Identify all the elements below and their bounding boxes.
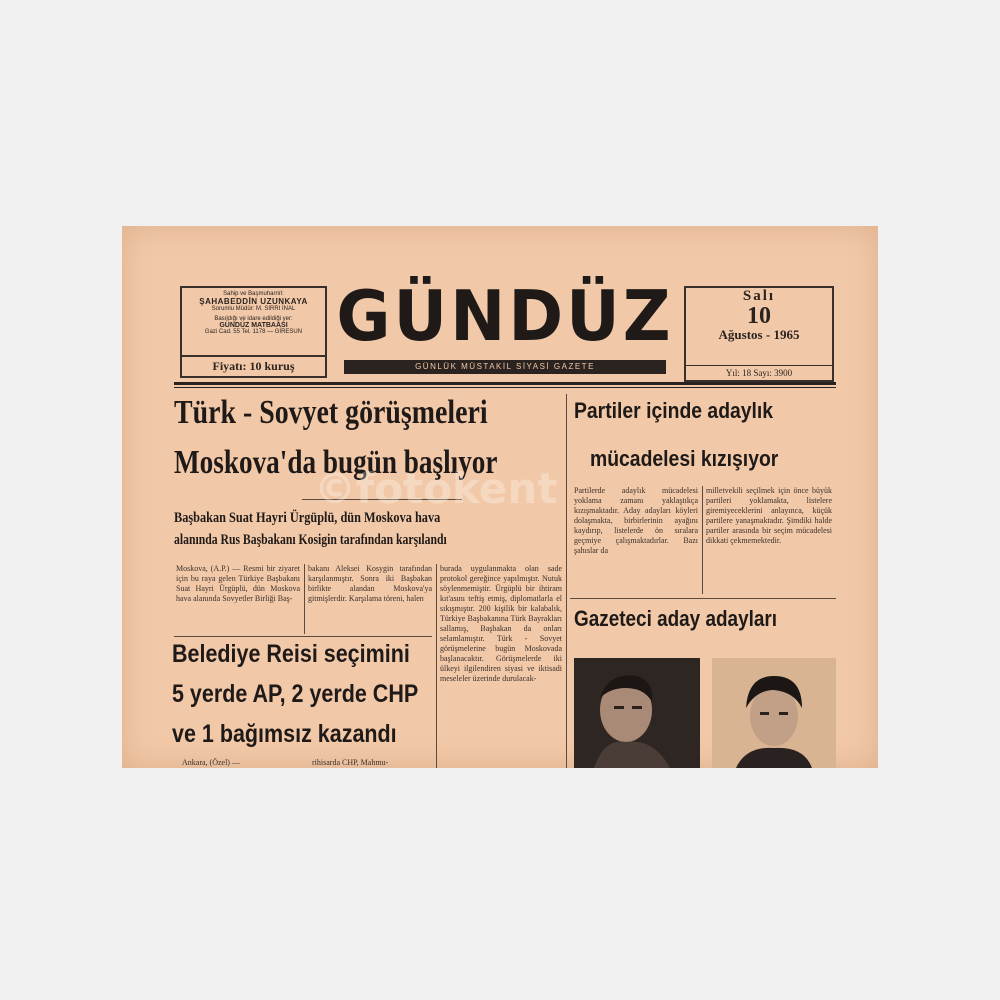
article3-headline-line1: Partiler içinde adaylık — [574, 398, 774, 423]
article3-column2: milletvekili seçilmek için önce büyük partileri yoklamakta, listelere giremiyeceklerini anlayınca, küçük partilere yanaşmaktadır. Şimdiki halde partiler arasında bir seçim mücadelesi dikkati çekmemektedir. — [706, 486, 832, 545]
article3-headline-line2: mücadelesi kızışıyor — [590, 446, 779, 471]
newspaper-tagline: GÜNLÜK MÜSTAKİL SİYASİ GAZETE — [344, 360, 666, 374]
issue-number: Yıl: 18 Sayı: 3900 — [686, 365, 832, 380]
press-address: Gazi Cad. 55 Tel. 1178 — GİRESUN — [204, 329, 303, 335]
date-month-year: Ağustos - 1965 — [718, 327, 800, 342]
column-divider — [436, 564, 437, 768]
owner-info-box — [180, 286, 327, 378]
article1-subhead-line2: alanında Rus Başbakanı Kosigin tarafından karşılandı — [174, 532, 447, 548]
candidate-photo-1 — [574, 658, 700, 768]
masthead-rule — [174, 382, 836, 385]
article2-headline-line3: ve 1 bağımsız kazandı — [172, 720, 397, 748]
column-divider — [702, 486, 703, 594]
date-box — [684, 286, 834, 382]
newspaper-page — [122, 226, 878, 768]
article1-column3: burada uygulanmakta olan sade protokol gereğince yapılmıştır. Nutuk söylenmemiştir. Ürgüplü bir ihtiram kıt'asını teftiş etmiş, diplomatlarla el sıkışmıştır. 200 kişilik bir kalabalık, Türkiye Başbakanına Türk Bayrakları sallamış, Başbakan da onları selamlamıştır. Türk - Sovyet görüşmelerine bugün Moskovada başlanacaktır. Görüşmelerde iki ülkeyi ilgilendiren siyasi ve iktisadi meseleler üzerinde durulacak- — [440, 564, 562, 683]
column-divider — [566, 394, 567, 768]
article-divider — [570, 598, 836, 599]
press-name: GÜNDÜZ MATBAASI — [219, 322, 288, 329]
owner-name: ŞAHABEDDİN UZUNKAYA — [199, 297, 308, 306]
article1-headline-line1: Türk - Sovyet görüşmeleri — [174, 394, 488, 431]
article2-headline-line2: 5 yerde AP, 2 yerde CHP — [172, 680, 419, 708]
article4-headline: Gazeteci aday adayları — [574, 606, 777, 631]
date-day: Salı — [742, 288, 776, 304]
owner-label: Sahip ve Başmuharriri: — [223, 291, 284, 297]
article1-column1: Moskova, (A.P.) — Resmi bir ziyaret için bu raya gelen Türkiye Başbakanı Suat Hayri Ürgüplü, dün Moskova hava alanında Sovyetler Birliği Baş- — [176, 564, 300, 603]
article2-headline-line1: Belediye Reisi seçimini — [172, 640, 410, 668]
article1-headline-line2: Moskova'da bugün başlıyor — [174, 444, 498, 481]
article-divider — [174, 636, 432, 637]
article1-column2: bakanı Aleksei Kosygin tarafından karşılanmıştır. Sonra iki Başbakan birlikte alandan Moskova'ya gitmişlerdir. Karşılama töreni, halen — [308, 564, 432, 603]
article2-column1: Ankara, (Özel) — — [182, 758, 240, 767]
date-number: 10 — [747, 303, 771, 329]
manager-name: Sorumlu Müdür: M. SIRRI İNAL — [211, 306, 296, 312]
article1-subhead-line1: Başbakan Suat Hayri Ürgüplü, dün Moskova hava — [174, 510, 441, 526]
printed-label: Basıldığı ve idare edildiği yer: — [214, 316, 293, 322]
column-divider — [304, 564, 305, 634]
price-label: Fiyatı: 10 kuruş — [182, 355, 325, 374]
candidate-photo-2 — [712, 658, 836, 768]
article2-column2: rihisarda CHP, Mahmu- — [312, 758, 389, 767]
newspaper-title: GÜNDÜZ — [336, 276, 674, 357]
masthead-rule-thin — [174, 387, 836, 388]
article3-column1: Partilerde adaylık mücadelesi yoklama zamanı yaklaştıkça kızışmaktadır. Aday adayları köyleri dolaşmakta, birbirlerinin ayağını kaydırıp, listelerde ön sıralara geçmiye çalışmaktadırlar. Bazı şahıslar da — [574, 486, 698, 555]
watermark: ©fotokent — [314, 464, 558, 513]
